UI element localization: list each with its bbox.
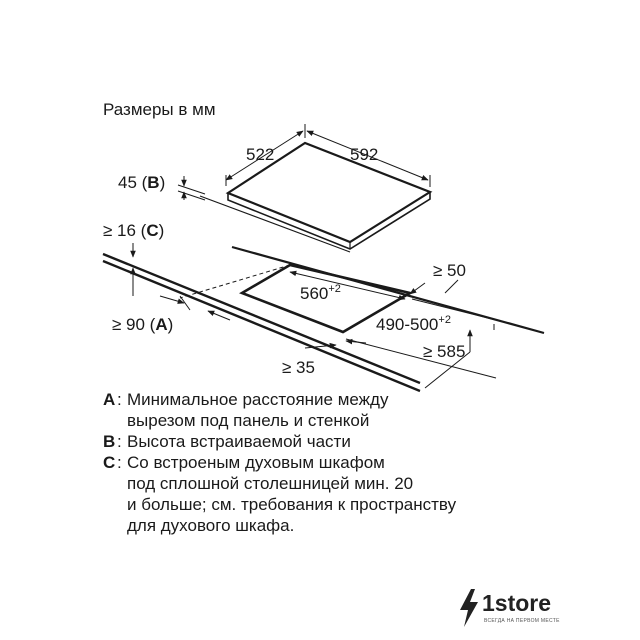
legend-colon: : xyxy=(117,390,122,409)
front-edge-dimension xyxy=(305,341,366,348)
store-logo xyxy=(458,588,598,632)
hob-depth-label: 522 xyxy=(246,145,275,164)
hob-width-label: 592 xyxy=(350,145,379,164)
legend-key-c: C xyxy=(103,453,116,472)
legend xyxy=(103,389,623,536)
height-b-label: 45 (B) xyxy=(118,173,166,192)
diagram-heading: Размеры в мм xyxy=(103,100,216,119)
cutout-depth-dimension xyxy=(346,299,496,378)
cutout-depth-label: $490-500^{+2}$ xyxy=(376,314,451,334)
legend-item-a xyxy=(103,389,623,431)
lightning-bolt-icon xyxy=(458,588,480,628)
legend-colon: : xyxy=(117,453,122,472)
legend-item-b xyxy=(103,431,623,452)
legend-a-line-2: вырезом под панель и стенкой xyxy=(127,411,370,430)
hob xyxy=(200,143,430,252)
legend-item-c xyxy=(103,452,623,536)
legend-c-line-1: Со встроеным духовым шкафом xyxy=(127,453,385,472)
worktop-depth-label: ≥ 585 xyxy=(423,342,466,361)
legend-c-line-2: под сплошной столешницей мин. 20 xyxy=(127,474,414,493)
logo-name: 1store xyxy=(482,590,552,616)
legend-c-line-3: и больше; см. требования к пространству xyxy=(127,495,457,514)
gap-c-label: ≥ 16 (C) xyxy=(103,221,165,240)
legend-a-line-1: Минимальное расстояние между xyxy=(127,390,389,409)
front-edge-label: ≥ 35 xyxy=(282,358,315,377)
min-50-dimension xyxy=(410,280,458,294)
clearance-a-label: ≥ 90 (A) xyxy=(112,315,174,334)
min-50-label: ≥ 50 xyxy=(433,261,466,280)
legend-b-line-1: Высота встраиваемой части xyxy=(127,432,351,451)
cutout-width-label: $560^{+2}$ xyxy=(300,283,341,303)
legend-key-b: B xyxy=(103,432,116,451)
legend-key-a: A xyxy=(103,390,116,409)
logo-tagline: ВСЕГДА НА ПЕРВОМ МЕСТЕ xyxy=(484,618,560,624)
legend-colon: : xyxy=(117,432,122,451)
legend-c-line-4: для духового шкафа. xyxy=(127,516,295,535)
